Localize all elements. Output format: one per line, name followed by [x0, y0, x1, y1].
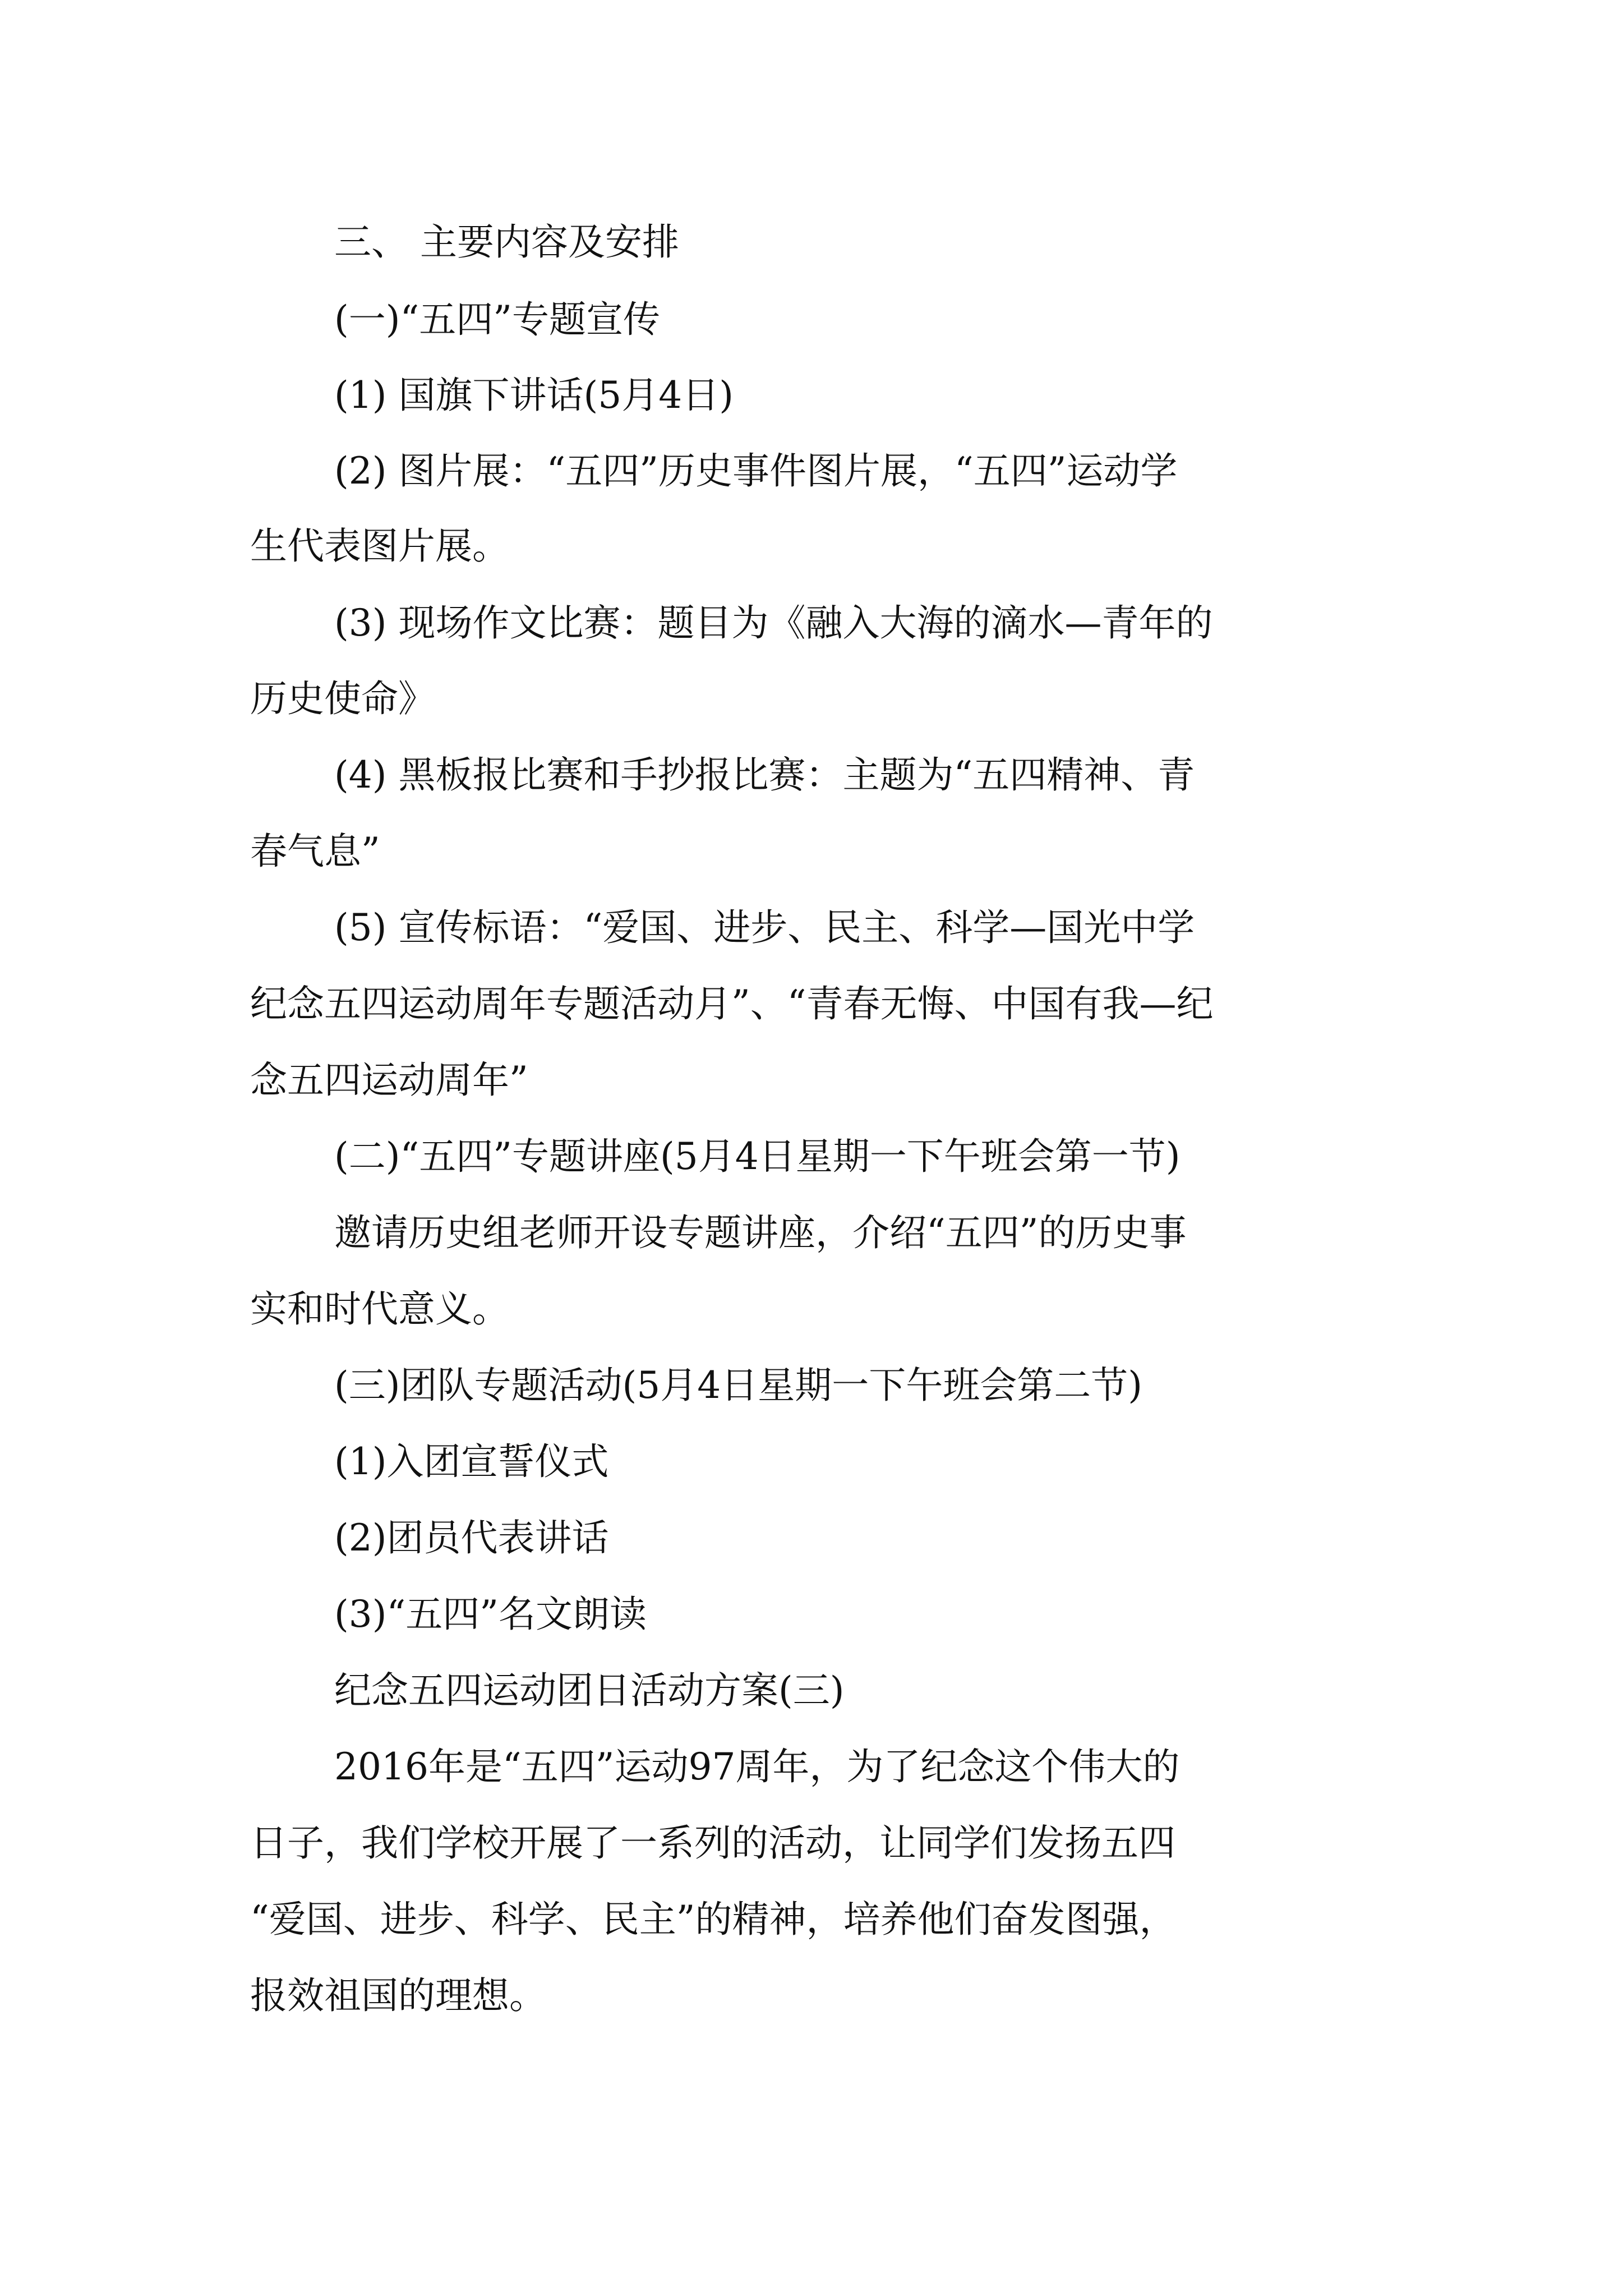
list-item-continuation: 历史使命》 — [250, 677, 435, 720]
list-item: (4) 黑板报比赛和手抄报比赛：主题为“五四精神、青 — [334, 753, 1195, 797]
document-title: 纪念五四运动团日活动方案(三) — [334, 1669, 845, 1712]
list-item-continuation: 念五四运动周年” — [250, 1059, 528, 1102]
list-item: (1)入团宣誓仪式 — [334, 1440, 609, 1483]
subsection-heading: (三)团队专题活动(5月4日星期一下午班会第二节) — [334, 1364, 1142, 1407]
paragraph-line: “爱国、进步、科学、民主”的精神，培养他们奋发图强， — [250, 1898, 1177, 1941]
paragraph-line: 实和时代意义。 — [250, 1287, 509, 1331]
paragraph-line: 日子，我们学校开展了一系列的活动，让同学们发扬五四 — [250, 1821, 1175, 1865]
list-item: (3) 现场作文比赛：题目为《融入大海的滴水—青年的 — [334, 601, 1213, 645]
list-item: (1) 国旗下讲话(5月4日) — [334, 374, 734, 417]
section-heading: 三、 主要内容及安排 — [334, 220, 679, 264]
list-item-continuation: 春气息” — [250, 830, 380, 873]
list-item-continuation: 生代表图片展。 — [250, 524, 509, 568]
list-item: (2) 图片展：“五四”历史事件图片展，“五四”运动学 — [334, 449, 1178, 493]
paragraph-line: 2016年是“五四”运动97周年，为了纪念这个伟大的 — [334, 1745, 1180, 1788]
paragraph-line: 报效祖国的理想。 — [250, 1974, 546, 2017]
list-item: (2)团员代表讲话 — [334, 1516, 609, 1559]
subsection-heading: (二)“五四”专题讲座(5月4日星期一下午班会第一节) — [334, 1135, 1181, 1178]
list-item: (3)“五四”名文朗读 — [334, 1593, 647, 1636]
paragraph-line: 邀请历史组老师开设专题讲座，介绍“五四”的历史事 — [334, 1211, 1187, 1254]
list-item: (5) 宣传标语：“爱国、进步、民主、科学—国光中学 — [334, 906, 1195, 949]
subsection-heading: (一)“五四”专题宣传 — [334, 298, 660, 341]
list-item-continuation: 纪念五四运动周年专题活动月”、“青春无悔、中国有我—纪 — [250, 982, 1214, 1025]
